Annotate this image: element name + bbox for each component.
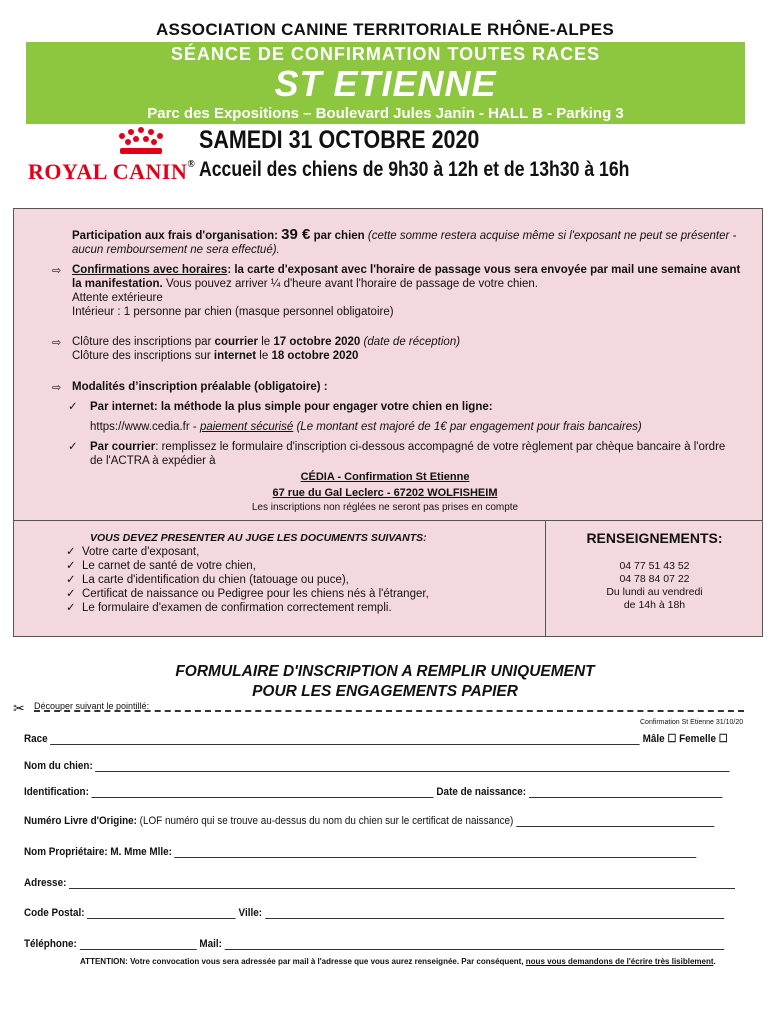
address-line-2: 67 rue du Gal Leclerc - 67202 WOLFISHEIM [272, 487, 498, 499]
seance-title: SÉANCE DE CONFIRMATION TOUTES RACES [170, 44, 601, 64]
mail-field[interactable] [225, 940, 724, 950]
check-icon: ✓ [66, 574, 76, 586]
arrow-icon: ⇨ [52, 382, 62, 394]
check-icon: ✓ [66, 560, 76, 572]
check-icon: ✓ [68, 401, 78, 413]
list-item: ✓ Le carnet de santé de votre chien, [66, 560, 256, 572]
event-banner [26, 42, 745, 124]
form-title-1: FORMULAIRE D'INSCRIPTION A REMPLIR UNIQUEMENT [175, 663, 595, 680]
hours-2: de 14h à 18h [623, 599, 686, 611]
femelle-checkbox[interactable]: ☐ [718, 733, 728, 745]
proprietaire-row: Nom Propriétaire: M. Mme Mlle: [24, 846, 672, 858]
identification-field[interactable] [92, 788, 434, 798]
attention-text: ATTENTION: Votre convocation vous sera adressée par mail à l'adresse que vous aurez renseignée. Par conséquent, nous vous demandons de l'écrire très lisiblement. [80, 957, 716, 966]
adresse-row: Adresse: [24, 877, 672, 889]
check-icon: ✓ [66, 546, 76, 558]
documents-list [66, 545, 536, 615]
proprietaire-field[interactable] [175, 848, 697, 858]
form-reference: Confirmation St Etienne 31/10/20 [640, 719, 744, 726]
list-item: ✓ Certificat de naissance ou Pedigree pour les chiens nés à l'étranger, [66, 588, 429, 600]
telephone-row: Téléphone: Mail: [24, 938, 672, 950]
nom-field[interactable] [96, 762, 731, 772]
documents-title: VOUS DEVEZ PRESENTER AU JUGE LES DOCUMENTS SUIVANTS: [90, 532, 427, 544]
adresse-field[interactable] [69, 879, 735, 889]
registered-mark: ® [187, 159, 196, 170]
event-date: SAMEDI 31 OCTOBRE 2020 [199, 126, 480, 154]
arrow-icon: ⇨ [52, 265, 62, 277]
check-icon: ✓ [66, 588, 76, 600]
confirmations-text: Confirmations avec horaires: la carte d'exposant avec l'horaire de passage vous sera envoyée par mail une semaine avant la manifestation. Vous pouvez arriver ¼ d'heure avant l'horaire de passage de votre chien. Attente extérieure Intérieur : 1 personne par chien (masque personnel obligatoire) [72, 264, 741, 318]
price: 39 € [281, 226, 311, 243]
form-title-2: POUR LES ENGAGEMENTS PAPIER [252, 683, 518, 700]
courrier-text: Par courrier: remplissez le formulaire d'inscription ci-dessous accompagné de votre règlement par chèque bancaire à l'ordre de l'ACTRA à expédier à [90, 441, 726, 467]
royal-canin-logo [28, 126, 198, 186]
check-icon: ✓ [66, 602, 76, 614]
info-divider-horizontal [13, 520, 763, 521]
race-row: Race Mâle ☐ Femelle ☐ [24, 733, 728, 745]
date-naissance-field[interactable] [529, 788, 723, 798]
livre-row: Numéro Livre d'Origine: (LOF numéro qui se trouve au-dessus du nom du chien sur le certificat de naissance) [24, 815, 672, 827]
identification-row: Identification: Date de naissance: [24, 786, 672, 798]
male-checkbox[interactable]: ☐ [667, 733, 677, 745]
race-field[interactable] [50, 735, 639, 745]
nom-row: Nom du chien: [24, 760, 672, 772]
crown-icon [106, 126, 176, 156]
arrow-icon: ⇨ [52, 337, 62, 349]
code-postal-row: Code Postal: Ville: [24, 907, 672, 919]
renseignements-title: RENSEIGNEMENTS: [586, 530, 723, 546]
list-item: ✓ La carte d'identification du chien (tatouage ou puce), [66, 574, 349, 586]
internet-link-text: https://www.cedia.fr - paiement sécurisé (Le montant est majoré de 1€ par engagement pour frais bancaires) [90, 421, 642, 433]
internet-title: Par internet: la méthode la plus simple pour engager votre chien en ligne: [90, 401, 493, 413]
accueil-hours: Accueil des chiens de 9h30 à 12h et de 13h30 à 16h [199, 158, 630, 181]
address-line-1: CÉDIA - Confirmation St Etienne [300, 471, 470, 483]
ville-field[interactable] [265, 909, 724, 919]
renseignements-box [546, 530, 763, 612]
non-reglees-text: Les inscriptions non réglées ne seront pas prises en compte [251, 502, 519, 513]
list-item: ✓ Votre carte d'exposant, [66, 546, 200, 558]
modalites-title: Modalités d’inscription préalable (obligatoire) : [72, 381, 328, 393]
association-title: ASSOCIATION CANINE TERRITORIALE RHÔNE-ALPES [155, 20, 615, 39]
phone-2: 04 78 84 07 22 [619, 573, 690, 585]
livre-field[interactable] [516, 817, 714, 827]
hours-1: Du lundi au vendredi [606, 586, 703, 598]
venue-text: Parc des Expositions – Boulevard Jules Janin - HALL B - Parking 3 [147, 105, 624, 122]
check-icon: ✓ [68, 441, 78, 453]
telephone-field[interactable] [80, 940, 197, 950]
cut-label: Découper suivant le pointillé: [34, 701, 150, 711]
city-title: ST ETIENNE [274, 63, 497, 104]
scissors-icon: ✂ [13, 700, 25, 716]
cut-line [34, 710, 744, 712]
logo-text: ROYAL CANIN [28, 159, 188, 184]
participation-text: Participation aux frais d'organisation: 39 € par chien (cette somme restera acquise même si l'exposant ne peut se présenter - aucun remboursement ne sera effectué). [72, 226, 737, 256]
cloture-text: Clôture des inscriptions par courrier le 17 octobre 2020 (date de réception) Clôture des inscriptions sur internet le 18 octobre 2020 [72, 336, 461, 362]
code-postal-field[interactable] [87, 909, 236, 919]
phone-1: 04 77 51 43 52 [619, 560, 690, 572]
list-item: ✓ Le formulaire d'examen de confirmation correctement rempli. [66, 602, 392, 614]
